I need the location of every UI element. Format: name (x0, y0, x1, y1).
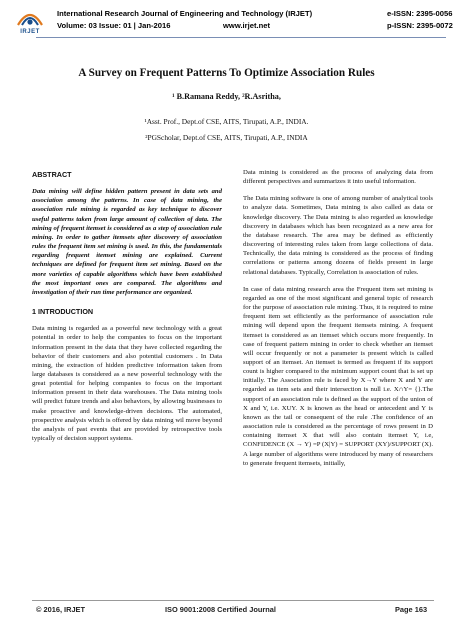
journal-website-link[interactable]: www.irjet.net (223, 21, 270, 30)
introduction-heading: 1 INTRODUCTION (32, 307, 94, 317)
body-paragraph-1: Data mining is considered as the process of analyzing data from different perspectives and summarizes it into useful information. (243, 169, 433, 186)
introduction-text: Data mining is regarded as a powerful new technology with a great potential in order to help the companies to focus on the important information present in the data that they have collected regarding the behavior of their customers and also potential customers . In Data mining, the extraction of hidden predictive information taken from large databases is considered as a new powerful technology with the great potential for helping companies to focus on the important information present in their data warehouses. The Data mining tools will predict future trends and also behaviors, by allowing businesses to make proactive and knowledge-driven decisions. The automated, prospective analysis which is offered by data mining wil move beyond the analysis of past events that are provided by retrospective tools typically of decision support systems. (32, 325, 222, 443)
p-issn: p-ISSN: 2395-0072 (387, 21, 453, 30)
irjet-logo (10, 7, 50, 39)
abstract-text: Data mining will define hidden pattern present in data sets and association among the patterns. In case of data mining, the association rule mining is regarded as key technique to discover useful patterns taken from large amount of collection of data. The mining of frequent itemset is considered as a step of association rule mining. In order to gather itemsets after discovery of association rules the frequent item set mining is used. In this, the fundamentals regarding frequent itemset mining are explained. Current techniques are defined for frequent item set mining. Based on the more varieties of capable algorithms which have been established the most important ones are compared. The algorithms and investigation of their run time performance are organized. (32, 188, 222, 296)
body-paragraph-3: In case of data mining research area the Frequent item set mining is regarded as one of the most significant and general topic of research for the purpose of association rule mining. Thus, it is required to mine frequent item set efficiently as the performance of association rule mining will depend upon the frequent itemsets mining. A frequent itemset is considered as an itemset which occurs more frequently. In case of frequent pattern mining in order to check whether an itemset will occur frequently or not a parameter is present which is called support of an itemset. An itemset is termed as frequent if its support count is higher compared to the minimum support count that is set up initially. The Association rule is faced by X→Y where X and Y are regarded as item sets and their intersection is null i.e. X∩Y= {}.The support of an association rule is defined as the support of the union of X and Y, i.e. XUY. X is known as the head or antecedent and Y is known as the tail or consequent of the rule .The confidence of an association rule is considered as the percentage of rows present in D containing itemset X that will also contain itemset Y, i.e, CONFIDENCE (X → Y) =P (X|Y) = SUPPORT (XY)/SUPPORT (X). A large number of algorithms were introduced by many of researchers to generate frequent itemsets, initially, (243, 285, 433, 467)
footer-page-number: Page 163 (395, 605, 428, 614)
journal-name: International Research Journal of Engineering and Technology (IRJET) (57, 9, 313, 18)
abstract-heading: ABSTRACT (32, 170, 72, 179)
body-paragraph-2: The Data mining software is one of among number of analytical tools to analyze data. Sometimes, Data mining is also called as data or knowledge discovery. The Data mining is also regarded as knowledge discovery in databases which has been recognized as a new area for the database research. The area may be defined as efficiently discovering of interesting rules taken from large collections of data. Technically, the data mining is considered as the process of finding correlations or patterns among dozens of fields present in large relational databases. Typically, Correlation is association of rules. (243, 195, 433, 276)
affiliation-2: ²PGScholar, Dept.of CSE, AITS, Tirupati, A.P., INDIA (145, 133, 308, 142)
header-divider (36, 37, 446, 38)
volume-issue: Volume: 03 Issue: 01 | Jan-2016 (57, 21, 171, 30)
left-column (32, 168, 222, 443)
paper-title: A Survey on Frequent Patterns To Optimize Association Rules (78, 67, 375, 79)
footer-certification: ISO 9001:2008 Certified Journal (165, 605, 276, 614)
footer-copyright: © 2016, IRJET (36, 605, 85, 614)
paper-authors: ¹ B.Ramana Reddy, ²R.Asritha, (172, 92, 281, 101)
affiliation-1: ¹Asst. Prof., Dept.of CSE, AITS, Tirupati, A.P., INDIA. (144, 117, 309, 126)
e-issn: e-ISSN: 2395-0056 (387, 9, 453, 18)
footer-divider (32, 600, 434, 601)
irjet-logo-icon (10, 7, 50, 29)
right-column (243, 168, 433, 468)
logo-text: IRJET (20, 29, 40, 35)
journal-header (0, 0, 453, 40)
